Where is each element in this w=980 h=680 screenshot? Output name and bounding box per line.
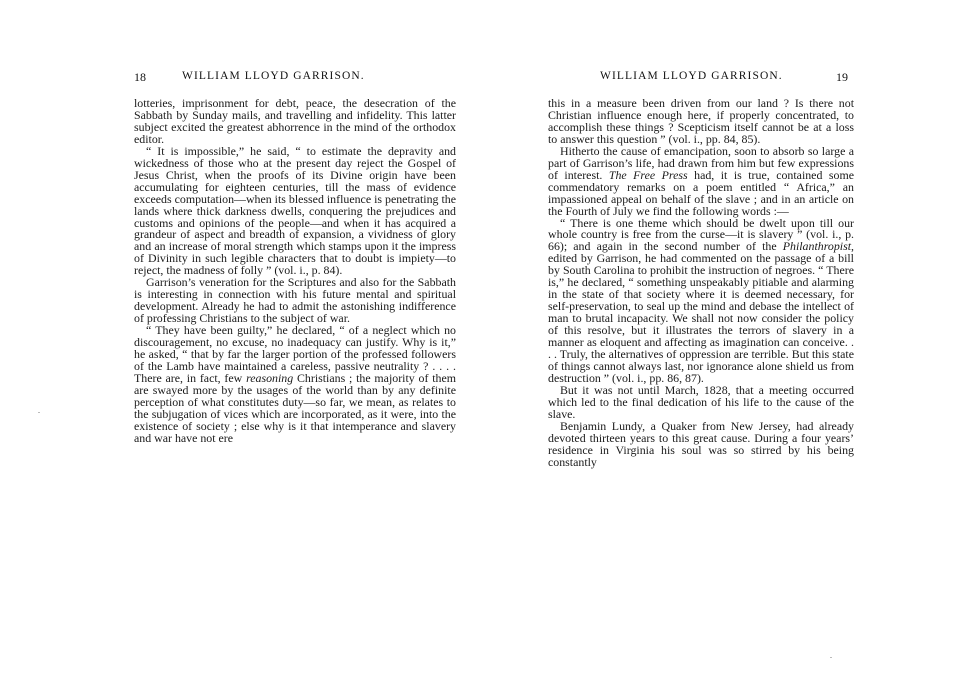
text-run: Benjamin Lundy, a Quaker from New Jersey, had already devoted thirteen years to this great cause. During a four years’ residence in Virginia his soul was so stirred by his being constantly: [548, 418, 854, 469]
left-page-body: [134, 98, 456, 445]
left-page: [134, 0, 456, 680]
italic-text: The Free Press: [608, 167, 688, 182]
paragraph: [134, 98, 456, 146]
paragraph: [548, 418, 854, 469]
right-page-header: [548, 70, 854, 86]
text-run: “ There is one theme which should be dwelt upon till our whole country is free from the curse—it is slavery ” (vol. i., p. 66); and again in the second number of the: [548, 215, 854, 254]
scan-speck: [38, 412, 40, 413]
text-run: Christians ; the majority of them are swayed more by the usages of the world than by any definite perception of what constitutes duty—so far, we mean, as relates to the subjugation of vices which are incorporated, as it were, into the existence of society ; else why is it that intemperance and slavery and war have not ere: [134, 370, 456, 445]
text-run: “ It is impossible,” he said, “ to estimate the depravity and wickedness of those who at the present day reject the Gospel of Jesus Christ, when the proofs of its Divine origin have been accumulating for eighteen centuries, till the mass of evidence exceeds computation—when its blessed influence is penetrating the lands where thick darkness dwells, conquering the prejudices and customs and opinions of the people—and when it has acquired a grandeur of aspect and breadth of expansion, a vividness of glory and an increase of moral strength which stamps upon it the impress of Divinity in such legible characters that to doubt is impiety—to reject, the madness of folly ” (vol. i., p. 84).: [134, 143, 456, 278]
right-page-body: [548, 98, 854, 469]
paragraph: [134, 277, 456, 325]
text-run: , edited by Garrison, he had commented on the passage of a bill by South Carolina to prohibit the instruction of negroes. “ There is,” he declared, “ something unspeakably pitiable and alarming in the state of that society where it is deemed necessary, for self-preservation, to seal up the mind and debase the intellect of man to brutal incapacity. We shall not now consider the policy of this resolve, but it illustrates the terrors of slavery in a manner as eloquent and affecting as imagination can conceive. . . . Truly, the alternatives of oppression are terrible. But this state of things cannot always last, nor ignorance alone shield us from destruction ” (vol. i., pp. 86, 87).: [548, 239, 854, 385]
paragraph: [548, 215, 854, 385]
paragraph: [548, 382, 854, 421]
text-run: lotteries, imprisonment for debt, peace, the desecration of the Sabbath by Sunday mails, and travelling and infidelity. This latter subject excited the greatest abhorrence in the mind of the orthodox editor.: [134, 96, 456, 146]
text-run: this in a measure been driven from our land ? Is there not Christian influence enough here, if properly concentrated, to accomplish these things ? Scepticism itself cannot be at a loss to answer this question ” (vol. i., pp. 84, 85).: [548, 96, 854, 146]
text-run: “ They have been guilty,” he declared, “ of a neglect which no discouragement, no excuse, no inadequacy can justify. Why is it,” he asked, “ that by far the larger portion of the professed followers of the Lamb have maintained a careless, passive neutrality ? . . . . There are, in fact, few: [134, 323, 456, 385]
right-page-number: 19: [836, 70, 848, 84]
text-run: But it was not until March, 1828, that a meeting occurred which led to the final dedication of his life to the cause of the slave.: [548, 382, 854, 421]
right-page: [548, 0, 854, 680]
text-run: had, it is true, contained some commendatory remarks on a poem entitled “ Africa,” an impassioned appeal on behalf of the slave ; and in an article on the Fourth of July we find the following words :—: [548, 167, 854, 218]
text-run: Garrison’s veneration for the Scriptures and also for the Sabbath is interesting in connection with his future mental and spiritual development. Already he had to admit the astonishing indifference of professing Christians to the subject of war.: [134, 275, 456, 326]
paragraph: [548, 143, 854, 218]
text-run: Hitherto the cause of emancipation, soon to absorb so large a part of Garrison’s life, had drawn from him but few expressions of interest.: [548, 143, 854, 182]
italic-text: reasoning: [246, 370, 294, 385]
paragraph: [134, 143, 456, 278]
left-page-number: 18: [134, 70, 146, 84]
left-page-header: [134, 70, 456, 86]
right-running-head: WILLIAM LLOYD GARRISON.: [600, 70, 783, 82]
italic-text: Philanthropist: [782, 239, 852, 254]
left-running-head: WILLIAM LLOYD GARRISON.: [182, 70, 365, 82]
scan-speck: [830, 657, 832, 658]
paragraph: [134, 325, 456, 445]
paragraph: [548, 98, 854, 146]
